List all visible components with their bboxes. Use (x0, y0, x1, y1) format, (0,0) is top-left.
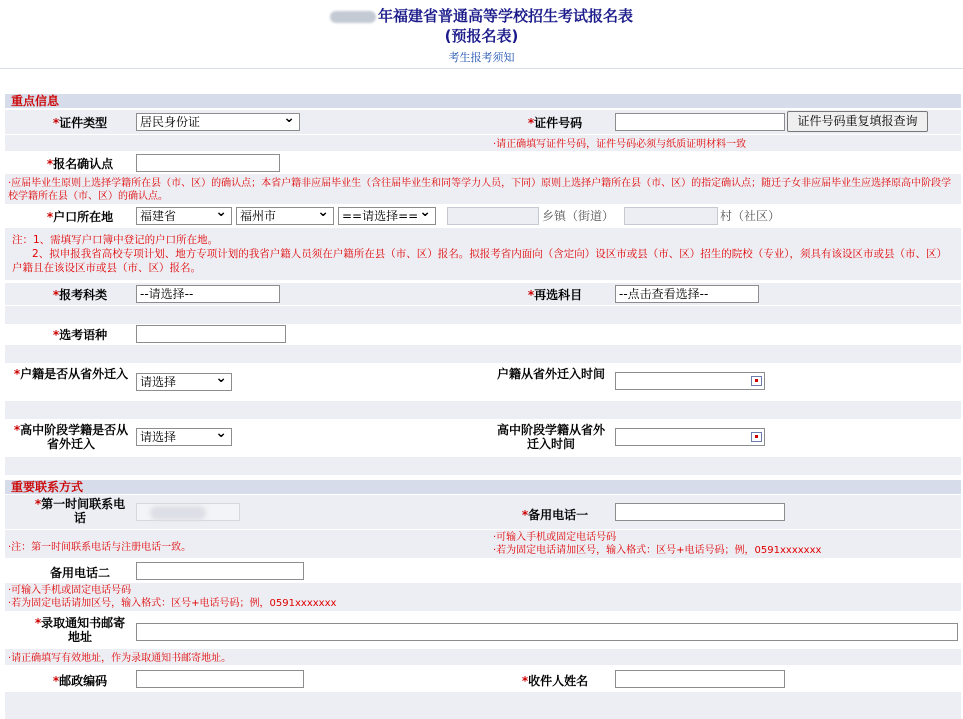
phone-backup2-hint: ·可输入手机或固定电话号码 ·若为固定电话请加区号，输入格式：区号+电话号码；例，0591xxxxxxx (8, 585, 337, 609)
phone-backup2-label: 备用电话二 (49, 566, 110, 580)
language-input[interactable] (136, 325, 286, 343)
row-spacer (5, 306, 961, 324)
subject-type-input[interactable]: --请选择-- (136, 285, 280, 303)
row-spacer (5, 345, 961, 363)
section-contact: 重要联系方式 (5, 480, 961, 494)
phone-first-hint: ·注：第一时间联系电话与注册电话一致。 (8, 542, 192, 553)
elective-input[interactable]: --点击查看选择-- (615, 285, 759, 303)
row-bottom (5, 692, 961, 719)
recipient-input[interactable] (615, 670, 785, 688)
mail-address-input[interactable] (136, 623, 958, 641)
calendar-icon[interactable] (751, 376, 762, 386)
calendar-icon[interactable] (751, 432, 762, 442)
section-key-info: 重点信息 (5, 94, 961, 108)
phone-backup1-label: *备用电话一 (521, 508, 589, 522)
county-select[interactable]: ==请选择== ⌄ (338, 207, 436, 225)
town-suffix: 乡镇（街道） (542, 209, 615, 223)
postcode-label: *邮政编码 (52, 674, 108, 688)
row-spacer (5, 401, 961, 419)
confirm-hint: ·应届毕业生原则上选择学籍所在县（市、区）的确认点；本省户籍非应届毕业生（含往届毕业生和同等学力人员，下同）原则上选择户籍所在县（市、区）的指定确认点；随迁子女非应届毕业生应选择原高中阶段学校学籍所在县（市、区）的确认点。 (8, 178, 952, 202)
row-spacer (5, 457, 961, 475)
id-number-input[interactable] (615, 113, 785, 131)
confirm-point-input[interactable] (136, 154, 280, 172)
school-moved-time-label: 高中阶段学籍从省外迁入时间 (496, 423, 605, 451)
recipient-label: *收件人姓名 (521, 674, 589, 688)
dup-query-button[interactable]: 证件号码重复填报查询 (787, 111, 928, 132)
village-suffix: 村（社区） (720, 209, 781, 223)
elective-label: *再选科目 (527, 288, 583, 302)
divider (0, 68, 963, 69)
city-select[interactable]: 福州市 ⌄ (236, 207, 334, 225)
phone-backup2-input[interactable] (136, 562, 304, 580)
redacted-year (330, 11, 376, 23)
id-hint: ·请正确填写证件号码，证件号码必须与纸质证明材料一致 (493, 139, 747, 150)
notice-link[interactable]: 考生报考须知 (448, 51, 515, 64)
school-moved-label: *高中阶段学籍是否从省外迁入 (13, 423, 129, 451)
hukou-moved-label: *户籍是否从省外迁入 (13, 367, 129, 381)
id-type-label: *证件类型 (52, 116, 108, 130)
province-select[interactable]: 福建省 ⌄ (136, 207, 232, 225)
page-title (0, 7, 963, 25)
language-label: *选考语种 (52, 328, 108, 342)
page-subtitle: (预报名表) (444, 27, 519, 45)
id-number-label: *证件号码 (527, 116, 583, 130)
hukou-moved-select[interactable]: 请选择 ⌄ (136, 373, 232, 391)
hukou-label: *户口所在地 (46, 210, 114, 224)
postcode-input[interactable] (136, 670, 304, 688)
id-type-select[interactable]: 居民身份证 ⌄ (136, 113, 300, 131)
village-input[interactable] (624, 207, 718, 225)
redacted-phone (150, 506, 206, 520)
school-moved-select[interactable]: 请选择 ⌄ (136, 428, 232, 446)
hukou-moved-time-input[interactable] (615, 372, 765, 390)
town-input[interactable] (447, 207, 539, 225)
phone-backup1-input[interactable] (615, 503, 785, 521)
mail-hint: ·请正确填写有效地址，作为录取通知书邮寄地址。 (8, 653, 232, 664)
confirm-point-label: *报名确认点 (46, 157, 114, 171)
title-text: 年福建省普通高等学校招生考试报名表 (377, 7, 633, 25)
subject-type-label: *报考科类 (52, 288, 108, 302)
row-id-hint (5, 135, 961, 151)
hukou-moved-time-label: 户籍从省外迁入时间 (496, 367, 605, 381)
mail-address-label: *录取通知书邮寄地址 (34, 616, 126, 644)
hukou-note: 注：1、需填写户口簿中登记的户口所在地。 2、拟申报我省高校专项计划、地方专项计划的我省户籍人员须在户籍所在县（市、区）报名。拟报考省内面向（含定向）设区市或县（市、区）招生的院校（专业），须具有该设区市或县（市、区）户籍且在该设区市或县（市、区）报名。 (12, 234, 947, 274)
phone-backup1-hint: ·可输入手机或固定电话号码 ·若为固定电话请加区号，输入格式：区号+电话号码；例，0591xxxxxxx (493, 532, 822, 556)
school-moved-time-input[interactable] (615, 428, 765, 446)
phone-first-label: *第一时间联系电话 (34, 497, 126, 525)
